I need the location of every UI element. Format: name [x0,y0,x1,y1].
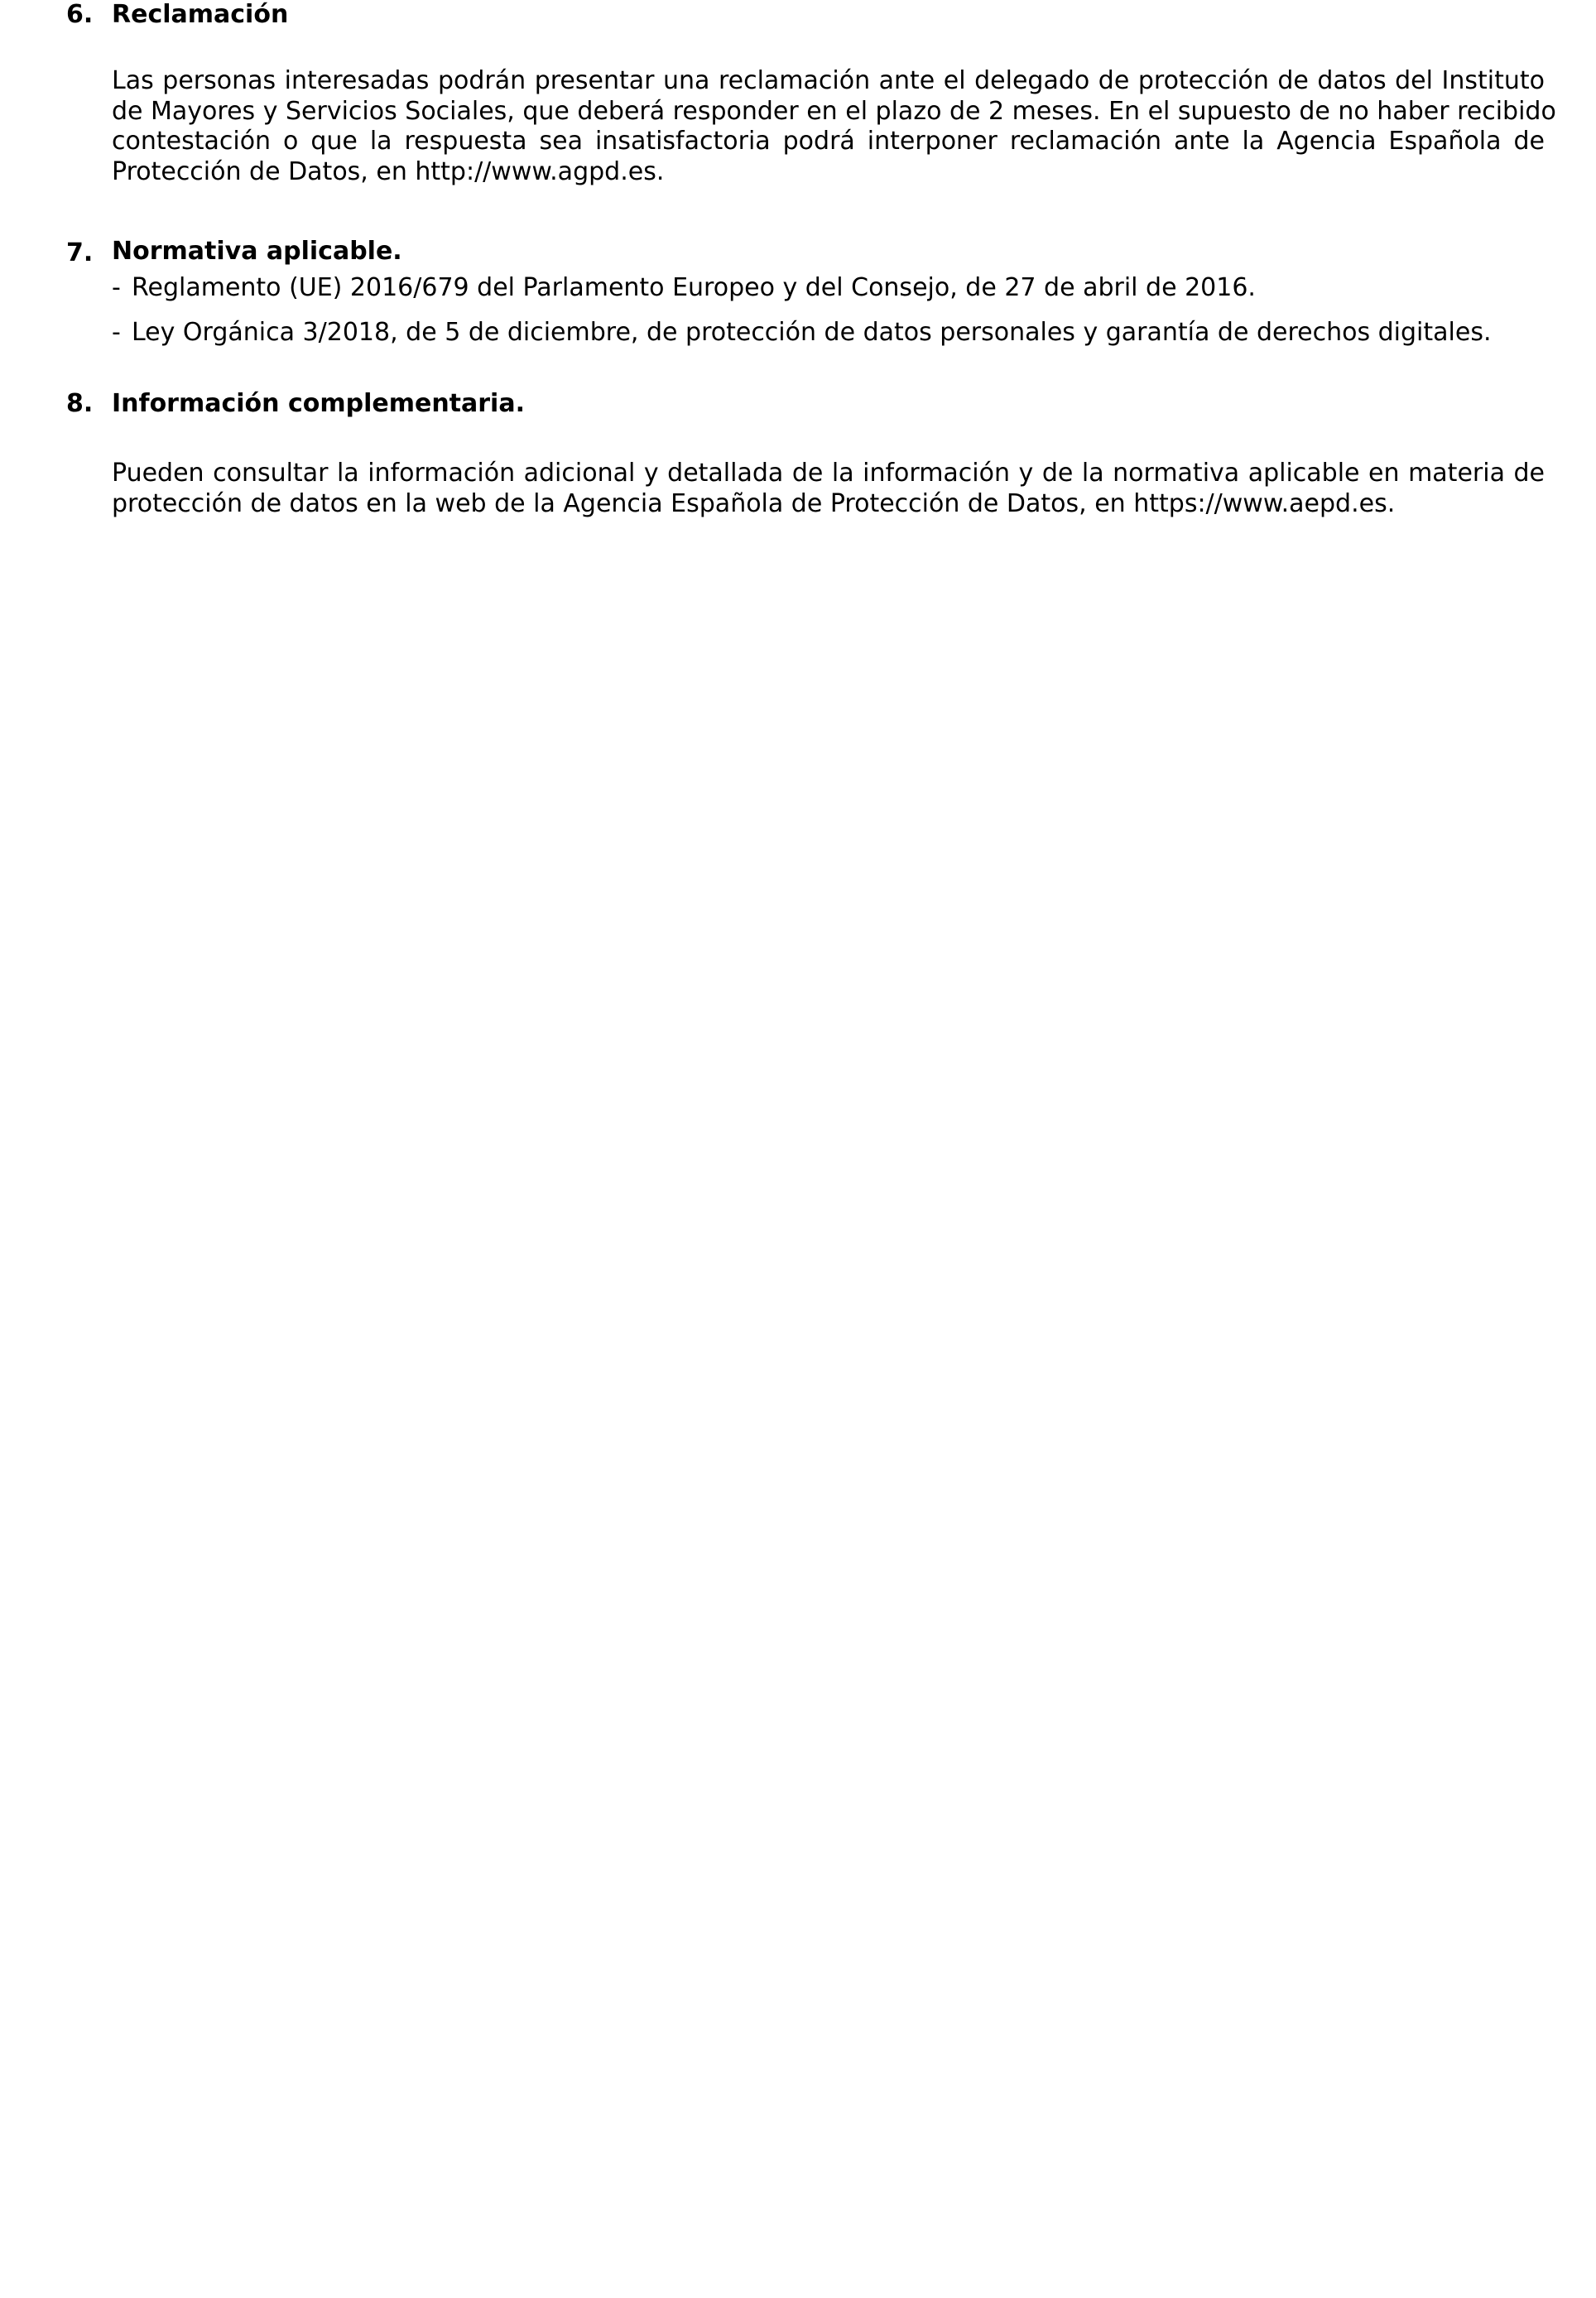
paragraph-line: de Mayores y Servicios Sociales, que deberá responder en el plazo de 2 meses. En el supuesto de no haber recibido [112,96,1556,126]
list-item-text: Ley Orgánica 3/2018, de 5 de diciembre, de protección de datos personales y garantía de derechos digitales. [132,318,1492,347]
dash-marker: - [112,273,121,302]
paragraph-line: Pueden consultar la información adicional y detallada de la información y de la normativa aplicable en materia de [112,459,1545,488]
section-heading [66,389,1545,422]
regulation-list [112,273,1545,363]
list-item-text: Reglamento (UE) 2016/679 del Parlamento Europeo y del Consejo, de 27 de abril de 2016. [132,273,1256,302]
paragraph-line: protección de datos en la web de la Agencia Española de Protección de Datos, en https://www.aepd.es. [112,488,1396,518]
section-number: 6. [66,0,94,29]
paragraph-line: Las personas interesadas podrán presentar una reclamación ante el delegado de protección de datos del Instituto [112,66,1545,95]
section-normativa-aplicable [66,237,1545,361]
section-heading [66,237,1545,270]
paragraph-line: Protección de Datos, en http://www.agpd.es. [112,156,665,186]
section-paragraph [112,459,1545,519]
dash-marker: - [112,318,121,347]
section-title: Normativa aplicable. [112,237,402,266]
section-informacion-complementaria [66,389,1545,538]
section-heading [66,0,1545,33]
section-number: 8. [66,389,94,418]
list-item [112,273,1545,318]
section-number: 7. [66,238,94,267]
list-item [112,318,1545,363]
paragraph-line: contestación o que la respuesta sea insatisfactoria podrá interponer reclamación ante la Agencia Española de [112,127,1545,156]
section-title: Información complementaria. [112,389,525,418]
section-title: Reclamación [112,0,289,29]
section-paragraph [112,66,1556,187]
section-reclamacion [66,0,1556,199]
